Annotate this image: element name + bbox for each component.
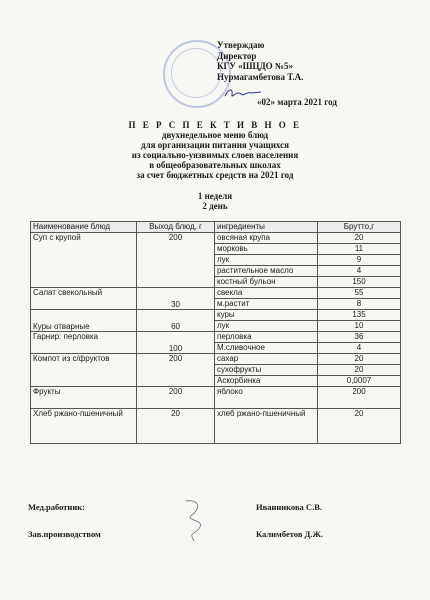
- ingredient: лук: [214, 255, 317, 266]
- table-row: [31, 354, 401, 365]
- footer-signature: [178, 497, 214, 543]
- med-worker-name: Иванникова С.В.: [256, 502, 322, 512]
- ingredient: перловка: [214, 332, 317, 343]
- title-block: [0, 120, 430, 211]
- ingredient: куры: [214, 310, 317, 321]
- col-yield-header: Выход блюд, г: [137, 222, 215, 233]
- ingredient: растительное масло: [214, 266, 317, 277]
- table-row: [31, 409, 401, 444]
- production-head-label: Зав.производством: [28, 529, 101, 539]
- gross-amount: 20: [317, 233, 400, 244]
- ingredient: Аскорбинка: [214, 376, 317, 387]
- table-row: [31, 332, 401, 343]
- gross-amount: 36: [317, 332, 400, 343]
- ingredient: сухофрукты: [214, 365, 317, 376]
- dish-name: Компот из с/фруктов: [31, 354, 137, 387]
- dish-yield: 60: [137, 310, 215, 332]
- dish-name: Гарнир: перловка: [31, 332, 137, 354]
- ingredient: М.сливочное: [214, 343, 317, 354]
- approval-date: «02» марта 2021 год: [257, 97, 337, 107]
- footer-med-worker: [28, 502, 322, 512]
- med-worker-label: Мед.работник:: [28, 502, 85, 512]
- ingredient: хлеб ржано-пшеничный: [214, 409, 317, 444]
- ingredient: лук: [214, 321, 317, 332]
- gross-amount: 20: [317, 354, 400, 365]
- gross-amount: 4: [317, 266, 400, 277]
- dish-name: Суп с крупой: [31, 233, 137, 288]
- production-head-name: Калимбетов Д.Ж.: [256, 529, 324, 539]
- gross-amount: 9: [317, 255, 400, 266]
- approval-line-3: КГУ «ШЦДО №5»: [217, 61, 293, 71]
- day-label: 2 день: [202, 201, 228, 211]
- title-line-4: в общеобразовательных школах: [149, 160, 281, 170]
- dish-yield: 100: [137, 332, 215, 354]
- gross-amount: 20: [317, 409, 400, 444]
- approval-date-line: [217, 97, 337, 108]
- approval-block: [217, 40, 337, 108]
- title-line-1: двухнедельное меню блюд: [161, 130, 269, 140]
- ingredient: овсяная крупа: [214, 233, 317, 244]
- ingredient: костный бульон: [214, 277, 317, 288]
- ingredient: сахар: [214, 354, 317, 365]
- table-row: [31, 310, 401, 321]
- approval-line-4: Нурмагамбетова Т.А.: [217, 71, 304, 82]
- ingredient: яблоко: [214, 387, 317, 409]
- dish-name: Куры отварные: [31, 310, 137, 332]
- title-line-3: из социально-уязвимых слоев населения: [131, 150, 299, 160]
- approval-line-1: Утверждаю: [217, 40, 265, 50]
- dish-yield: 200: [137, 354, 215, 387]
- gross-amount: 8: [317, 299, 400, 310]
- ingredient: свекла: [214, 288, 317, 299]
- gross-amount: 135: [317, 310, 400, 321]
- ingredient: м.растит: [214, 299, 317, 310]
- dish-name: Салат свекольный: [31, 288, 137, 310]
- approval-line-2: Директор: [217, 50, 257, 61]
- document-title: П Е Р С П Е К Т И В Н О Е: [128, 120, 302, 130]
- table-row: [31, 288, 401, 299]
- gross-amount: 4: [317, 343, 400, 354]
- gross-amount: 150: [317, 277, 400, 288]
- dish-name: Хлеб ржано-пшеничный: [31, 409, 137, 444]
- dish-yield: 30: [137, 288, 215, 310]
- week-label: 1 неделя: [197, 191, 233, 201]
- gross-amount: 0,0007: [317, 376, 400, 387]
- menu-table: [30, 221, 401, 444]
- gross-amount: 200: [317, 387, 400, 409]
- table-row: [31, 387, 401, 409]
- title-line-5: за счет бюджетных средств на 2021 год: [136, 170, 294, 180]
- gross-amount: 10: [317, 321, 400, 332]
- gross-amount: 11: [317, 244, 400, 255]
- gross-amount: 55: [317, 288, 400, 299]
- title-line-2: для организации питания учащихся: [141, 140, 289, 150]
- table-header-row: [31, 222, 401, 233]
- table-row: [31, 233, 401, 244]
- col-ingredients-header: ингредиенты: [214, 222, 317, 233]
- dish-yield: 20: [137, 409, 215, 444]
- dish-yield: 200: [137, 387, 215, 409]
- dish-yield: 200: [137, 233, 215, 288]
- footer-production-head: [28, 529, 324, 539]
- ingredient: морковь: [214, 244, 317, 255]
- dish-name: Фрукты: [31, 387, 137, 409]
- gross-amount: 20: [317, 365, 400, 376]
- col-dish-header: Наименование блюд: [31, 222, 137, 233]
- col-gross-header: Брутто,г: [317, 222, 400, 233]
